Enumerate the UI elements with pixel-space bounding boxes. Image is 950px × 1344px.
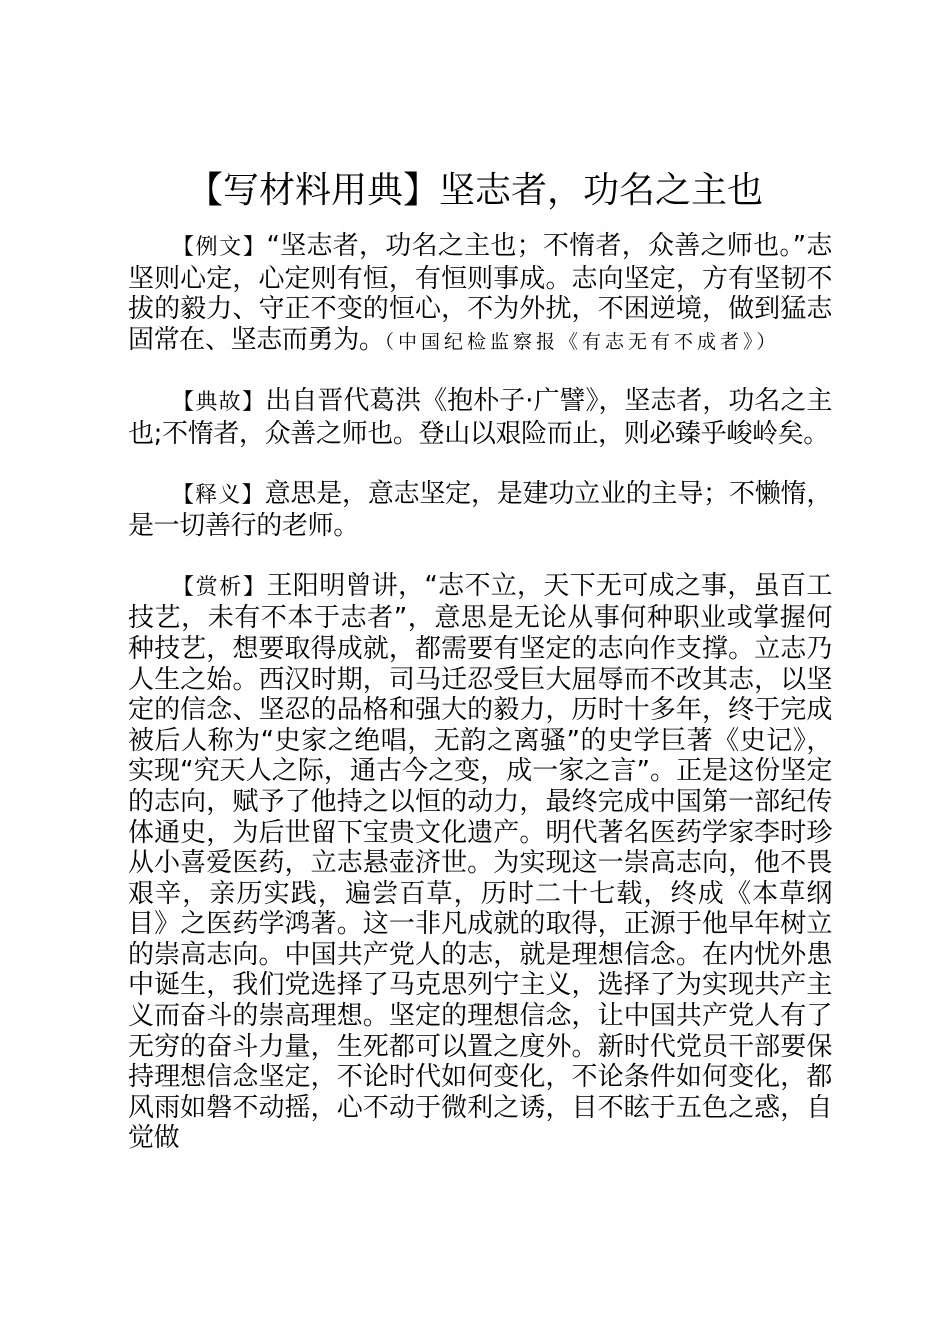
section-label-meaning: 【释义】: [172, 482, 265, 508]
paragraph-example: [128, 231, 832, 357]
document-body: [128, 231, 832, 1183]
paragraph-allusion: [128, 386, 832, 449]
page-title: 【写材料用典】坚志者，功名之主也: [186, 170, 763, 211]
section-label-example: 【例文】: [172, 235, 267, 260]
example-source: （中国纪检监察报《有志无有不成者》）: [384, 330, 780, 353]
paragraph-meaning: [128, 479, 832, 542]
section-label-appreciation: 【赏析】: [172, 574, 267, 600]
paragraph-appreciation: [128, 571, 832, 1154]
section-label-allusion: 【典故】: [172, 390, 266, 416]
meaning-text: 意思是，意志坚定，是建功立业的主导；不懒惰，是一切善行的老师。: [128, 478, 832, 542]
appreciation-text: 王阳明曾讲，“志不立，天下无可成之事，虽百工技艺，未有不本于志者”，意思是无论从事何种职业或掌握何种技艺，想要取得成就，都需要有坚定的志向作支撑。立志乃人生之始。西汉时期，司马迁忍受巨大屈辱而不改其志，以坚定的信念、坚忍的品格和强大的毅力，历时十多年，终于完成被后人称为“史家之绝唱，无韵之离骚”的史学巨著《史记》，实现“究天人之际，通古今之变，成一家之言”。正是这份坚定的志向，赋予了他持之以恒的动力，最终完成中国第一部纪传体通史，为后世留下宝贵文化遗产。明代著名医药学家李时珍从小喜爱医药，立志悬壶济世。为实现这一崇高志向，他不畏艰辛，亲历实践，遍尝百草，历时二十七载，终成《本草纲目》之医药学鸿著。这一非凡成就的取得，正源于他早年树立的崇高志向。中国共产党人的志，就是理想信念。在内忧外患中诞生，我们党选择了马克思列宁主义，选择了为实现共产主义而奋斗的崇高理想。坚定的理想信念，让中国共产党人有了无穷的奋斗力量，生死都可以置之度外。新时代党员干部要保持理想信念坚定，不论时代如何变化，不论条件如何变化，都风雨如磐不动摇，心不动于微利之诱，目不眩于五色之惑，自觉做: [128, 570, 832, 1154]
allusion-text: 出自晋代葛洪《抱朴子·广譬》，坚志者，功名之主也;不惰者，众善之师也。登山以艰险而止，则必臻乎峻岭矣。: [128, 386, 832, 449]
example-text: “坚志者，功名之主也；不惰者，众善之师也。”志坚则心定，心定则有恒，有恒则事成。志向坚定，方有坚韧不拔的毅力、守正不变的恒心，不为外扰，不困逆境，做到猛志固常在、坚志而勇为。: [128, 231, 832, 355]
